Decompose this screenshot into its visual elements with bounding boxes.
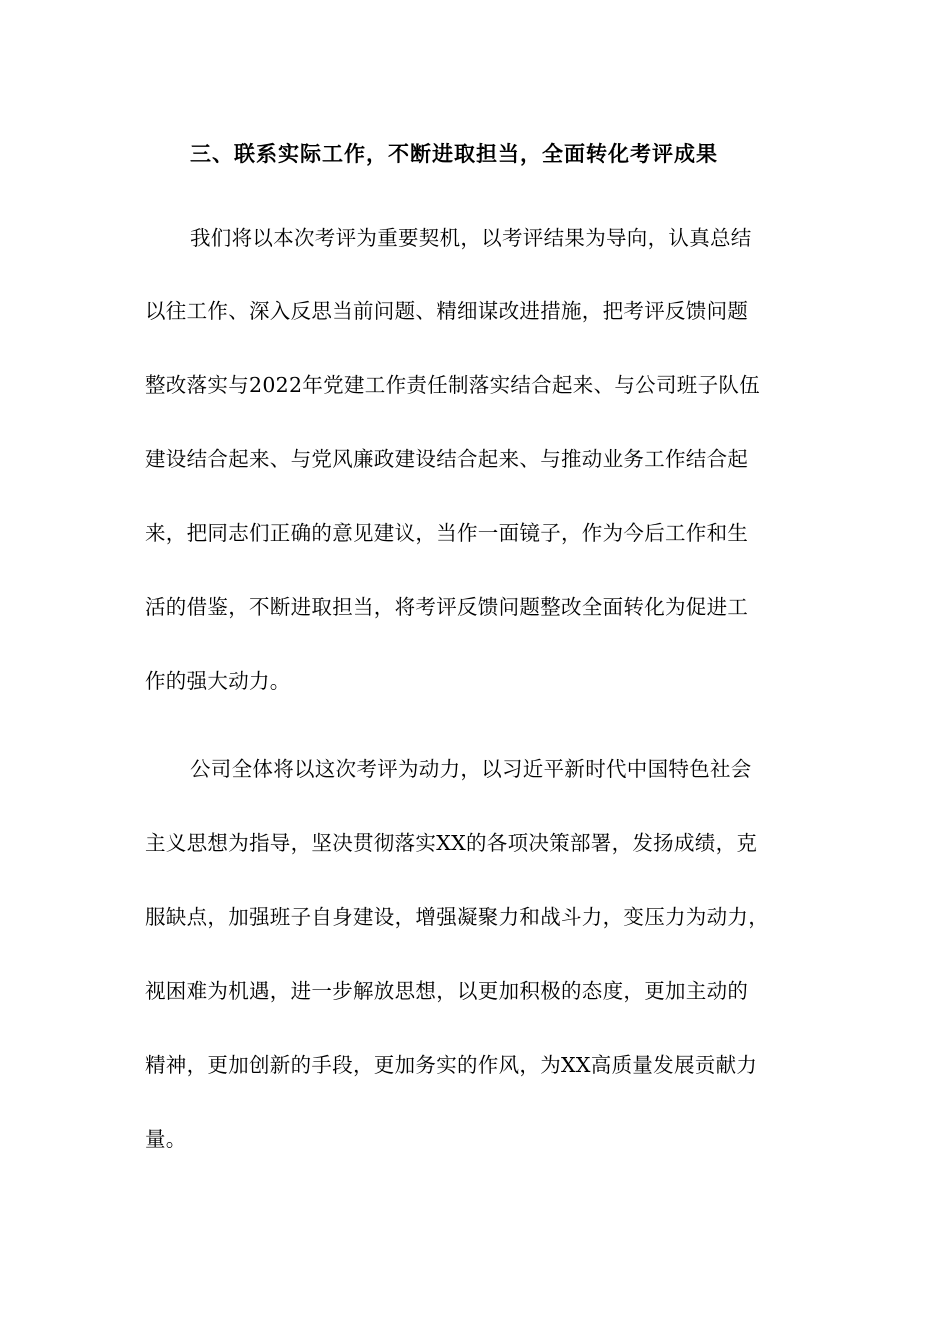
paragraph-line: 我们将以本次考评为重要契机，以考评结果为导向，认真总结: [190, 226, 752, 250]
paragraph-line: 精神，更加创新的手段，更加务实的作风，为XX高质量发展贡献力: [145, 1053, 758, 1077]
section-heading: 三、联系实际工作，不断进取担当，全面转化考评成果: [190, 141, 718, 166]
paragraph-line: 服缺点，加强班子自身建设，增强凝聚力和战斗力，变压力为动力，: [145, 905, 769, 929]
paragraph-line: 来，把同志们正确的意见建议，当作一面镜子，作为今后工作和生: [145, 521, 749, 545]
paragraph-line: 以往工作、深入反思当前问题、精细谋改进措施，把考评反馈问题: [145, 299, 749, 323]
paragraph-line: 量。: [145, 1127, 187, 1151]
paragraph-line: 活的借鉴，不断进取担当，将考评反馈问题整改全面转化为促进工: [145, 595, 749, 619]
paragraph-line: 作的强大动力。: [145, 669, 291, 693]
paragraph-line: 主义思想为指导，坚决贯彻落实XX的各项决策部署，发扬成绩，克: [145, 831, 758, 855]
paragraph-line: 整改落实与2022年党建工作责任制落实结合起来、与公司班子队伍: [145, 373, 760, 397]
paragraph-line: 公司全体将以这次考评为动力，以习近平新时代中国特色社会: [190, 757, 752, 781]
paragraph-line: 视困难为机遇，进一步解放思想，以更加积极的态度，更加主动的: [145, 979, 749, 1003]
paragraph-line: 建设结合起来、与党风廉政建设结合起来、与推动业务工作结合起: [145, 447, 749, 471]
